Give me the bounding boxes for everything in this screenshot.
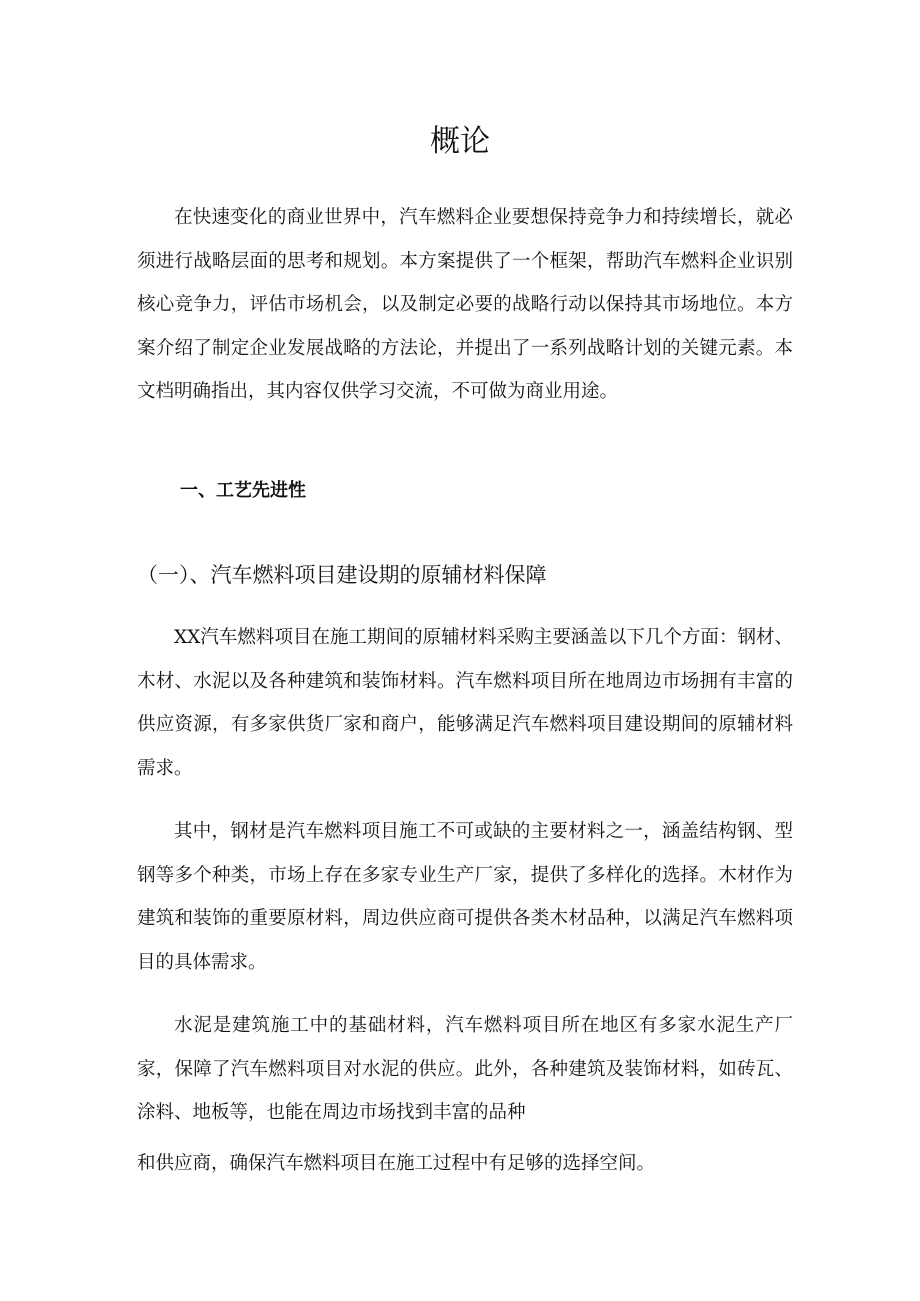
- body-paragraph-3: 水泥是建筑施工中的基础材料，汽车燃料项目所在地区有多家水泥生产厂家，保障了汽车燃料项目对水泥的供应。此外，各种建筑及装饰材料，如砖瓦、涂料、地板等，也能在周边市场找到丰富的品种: [137, 1015, 793, 1123]
- page-title: 概论: [430, 124, 490, 159]
- body-paragraph-1: XX汽车燃料项目在施工期间的原辅材料采购主要涵盖以下几个方面：钢材、木材、水泥以及各种建筑和装饰材料。汽车燃料项目所在地周边市场拥有丰富的供应资源，有多家供货厂家和商户，能够满足汽车燃料项目建设期间的原辅材料需求。: [137, 627, 793, 779]
- subsection-heading: （一）、汽车燃料项目建设期的原辅材料保障: [137, 563, 547, 587]
- section-heading: 一、工艺先进性: [180, 480, 306, 501]
- intro-paragraph: 在快速变化的商业世界中，汽车燃料企业要想保持竞争力和持续增长，就必须进行战略层面的思考和规划。本方案提供了一个框架，帮助汽车燃料企业识别核心竞争力，评估市场机会，以及制定必要的战略行动以保持其市场地位。本方案介绍了制定企业发展战略的方法论，并提出了一系列战略计划的关键元素。本文档明确指出，其内容仅供学习交流，不可做为商业用途。: [137, 207, 793, 402]
- body-paragraph-4: 和供应商，确保汽车燃料项目在施工过程中有足够的选择空间。: [137, 1153, 656, 1174]
- body-paragraph-2: 其中，钢材是汽车燃料项目施工不可或缺的主要材料之一，涵盖结构钢、型钢等多个种类，市场上存在多家专业生产厂家，提供了多样化的选择。木材作为建筑和装饰的重要原材料，周边供应商可提供各类木材品种，以满足汽车燃料项目的具体需求。: [137, 821, 793, 973]
